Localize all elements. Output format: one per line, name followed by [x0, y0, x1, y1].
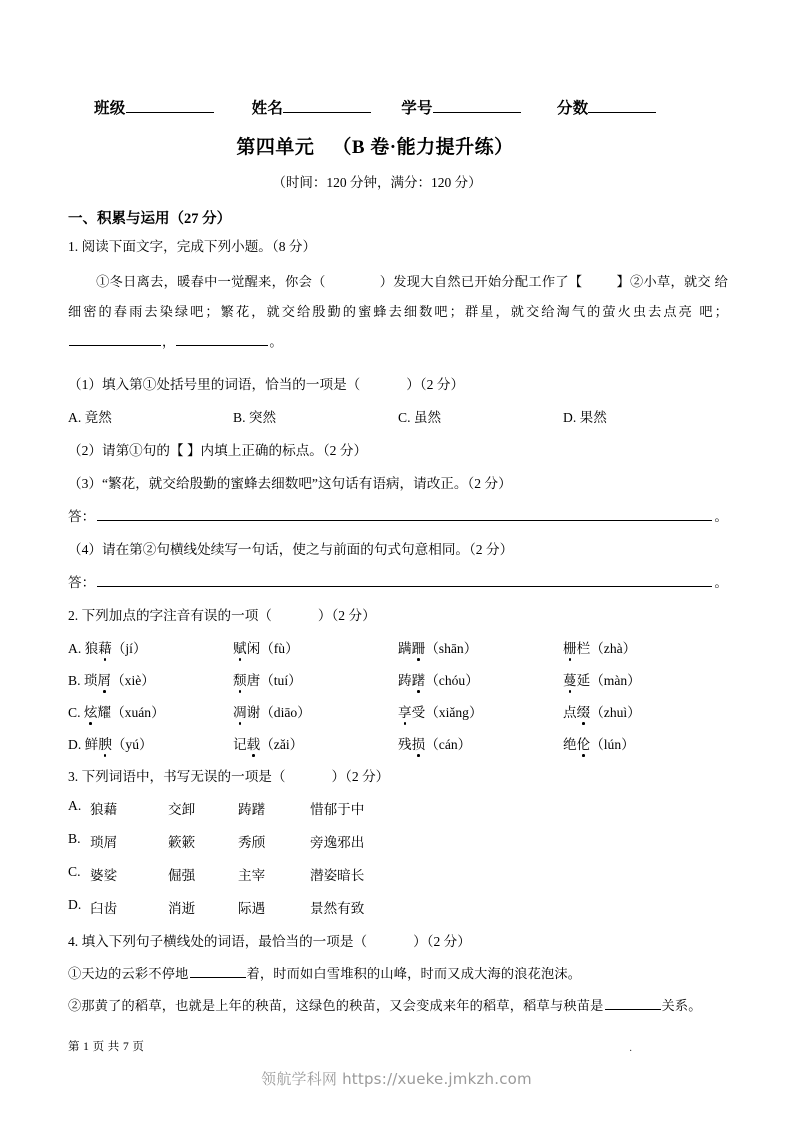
pinyin: （chóu）	[425, 672, 479, 688]
pinyin: （xuán）	[111, 704, 165, 720]
pinyin: （zhuì）	[590, 704, 641, 720]
sentence-1-a: ①天边的云彩不停地	[68, 965, 189, 981]
dotted-char: 炫	[84, 701, 98, 721]
pinyin: （xiè）	[111, 672, 155, 688]
option-lead: B.	[68, 830, 81, 846]
page-number: 第 1 页 共 7 页	[68, 1041, 145, 1053]
word-4: 景然有致	[310, 900, 365, 916]
question-3-row-b[interactable]	[68, 831, 728, 851]
word-3: 踌躇	[238, 801, 266, 817]
sentence-1-blank[interactable]	[190, 964, 246, 977]
footer-right-mark: .	[629, 1042, 632, 1054]
word-4: 惜郁于中	[310, 801, 365, 817]
dotted-char: 凋	[233, 701, 247, 721]
option-lead: A.	[68, 640, 82, 656]
word-pre: 琐	[83, 672, 98, 688]
sentence-2-blank[interactable]	[605, 996, 661, 1009]
page-title-unit: 第四单元	[236, 137, 315, 158]
word-post: 栏	[576, 640, 591, 656]
dotted-char: 赋	[233, 637, 247, 657]
option-a-item-2[interactable]	[233, 637, 398, 657]
question-1-sub-4: （4）请在第②句横线处续写一句话，使之与前面的句式句意相同。（2 分）	[68, 541, 514, 557]
dotted-char: 蔓	[563, 669, 577, 689]
word-pre: 蹒	[398, 640, 412, 656]
dotted-char: 屑	[97, 669, 111, 689]
option-d-item-4[interactable]	[563, 733, 728, 753]
word-pre: 踌	[398, 672, 412, 688]
page-title	[68, 132, 728, 159]
page-footer	[68, 1038, 728, 1054]
word-4: 潜姿暗长	[310, 867, 365, 883]
word-pre: 绝	[563, 736, 577, 752]
dotted-char: 藉	[98, 637, 112, 657]
question-1-sub-3: （3）“繁花，就交给殷勤的蜜蜂去细数吧”这句话有语病，请改正。（2 分）	[68, 475, 512, 491]
field-name-label: 姓名	[251, 100, 284, 117]
field-score-label: 分数	[556, 100, 589, 117]
word-1: 琐屑	[90, 834, 118, 850]
option-b[interactable]: B. 突然	[233, 409, 277, 425]
question-1-sub-2: （2）请第①句的【 】内填上正确的标点。（2 分）	[68, 442, 368, 458]
passage-blank-3[interactable]	[69, 332, 161, 345]
option-d[interactable]: D. 果然	[563, 409, 607, 425]
page-content	[68, 96, 728, 1027]
question-1-sub-1-options	[68, 406, 728, 426]
word-post: 闲	[246, 640, 261, 656]
question-3-stem-a: 3. 下列词语中，书写无误的一项是（	[68, 768, 286, 784]
dotted-char: 栅	[563, 637, 577, 657]
question-2-stem-b: ）（2 分）	[317, 607, 376, 623]
passage-part-c: 】②小草，就交	[616, 273, 711, 289]
word-post: 延	[576, 672, 591, 688]
dotted-char: 缀	[577, 701, 591, 721]
word-post: 唐	[246, 672, 261, 688]
pinyin: （màn）	[590, 672, 641, 688]
word-4: 旁逸邪出	[310, 834, 365, 850]
question-3-row-c[interactable]	[68, 864, 728, 884]
option-c[interactable]: C. 虽然	[398, 409, 442, 425]
word-2: 消逝	[168, 900, 196, 916]
question-2-stem	[68, 604, 728, 624]
word-1: 狼藉	[90, 801, 118, 817]
pinyin: （fù）	[260, 640, 299, 656]
dotted-char: 伦	[577, 733, 591, 753]
sub-1-text-b: ）（2 分）	[406, 376, 465, 392]
option-lead: A.	[68, 797, 82, 813]
passage-line-3a: 吧；	[699, 303, 728, 319]
field-name-rule[interactable]	[283, 97, 371, 113]
option-a-item-3[interactable]	[398, 637, 563, 657]
field-name	[252, 96, 372, 118]
passage-part-a: ①冬日离去，暖春中一觉醒来，你会（	[96, 273, 326, 289]
answer-label: 答：	[68, 574, 96, 590]
question-3-row-a[interactable]	[68, 798, 728, 818]
passage-blank-4[interactable]	[176, 332, 268, 345]
sub-1-text-a: （1）填入第①处括号里的词语，恰当的一项是（	[68, 376, 361, 392]
option-lead: C.	[68, 863, 81, 879]
passage-line-3b: ，	[162, 333, 176, 349]
option-d-item-3[interactable]	[398, 733, 563, 753]
option-d-item-2[interactable]	[233, 733, 398, 753]
dotted-char: 损	[412, 733, 426, 753]
field-class-rule[interactable]	[126, 97, 214, 113]
field-student-id	[401, 96, 521, 118]
word-2: 倔强	[168, 867, 196, 883]
answer-rule[interactable]	[97, 507, 712, 521]
word-3: 际遇	[238, 900, 266, 916]
answer-rule[interactable]	[97, 573, 712, 587]
option-d[interactable]	[68, 733, 233, 753]
word-pre: 残	[398, 736, 412, 752]
sentence-2-a: ②那黄了的稻草，也就是上年的秧苗，这绿色的秧苗，又会变成来年的稻草，稻草与秧苗是	[68, 997, 604, 1013]
option-a-item-4[interactable]	[563, 637, 728, 657]
question-3-row-d[interactable]	[68, 897, 728, 917]
question-2-row-d	[68, 733, 728, 753]
word-pre: 鲜	[84, 736, 99, 752]
option-lead: B.	[68, 672, 81, 688]
passage-part-b: ）发现大自然已开始分配工作了【	[379, 273, 583, 289]
pinyin: （jí）	[111, 640, 147, 656]
page-title-variant: （B 卷·能力提升练）	[332, 137, 514, 158]
word-post: 耀	[97, 704, 112, 720]
field-student-id-label: 学号	[401, 100, 433, 117]
question-1-passage	[68, 267, 728, 357]
pinyin: （shān）	[425, 640, 478, 656]
word-2: 簌簌	[168, 834, 196, 850]
option-c[interactable]	[68, 701, 233, 721]
dotted-char: 享	[398, 701, 412, 721]
word-3: 秀颀	[238, 834, 266, 850]
passage-line-3c: 。	[269, 333, 283, 349]
question-2-row-b	[68, 669, 728, 689]
question-1-sub-3-answer	[68, 505, 728, 525]
question-1-sub-1	[68, 373, 728, 393]
pinyin: （yú）	[111, 736, 153, 752]
answer-period: 。	[714, 508, 728, 524]
field-score	[557, 96, 657, 118]
word-1: 臼齿	[90, 900, 118, 916]
word-3: 主宰	[238, 867, 266, 883]
field-class	[94, 96, 214, 118]
question-1-sub-4-answer	[68, 571, 728, 591]
site-watermark: 领航学科网 https://xueke.jmkzh.com	[261, 1070, 532, 1088]
dotted-char: 腴	[98, 733, 112, 753]
question-4-sentence-1	[68, 963, 728, 982]
option-lead: D.	[68, 896, 82, 912]
passage-line-2: 给细密的春雨去染绿吧；繁花，就交给殷勤的蜜蜂去细数吧；群星，就交给淘气的萤火虫去点亮	[68, 273, 729, 319]
question-4-stem-a: 4. 填入下列句子横线处的词语，最恰当的一项是（	[68, 933, 368, 949]
sentence-2-b: 关系。	[661, 997, 702, 1013]
pinyin: （xiǎng）	[425, 704, 483, 720]
option-b-item-4[interactable]	[563, 669, 728, 689]
word-post: 受	[411, 704, 426, 720]
dotted-char: 载	[247, 733, 261, 753]
dotted-char: 颓	[233, 669, 247, 689]
section-heading: 一、积累与运用（27 分）	[68, 211, 232, 227]
question-4-stem-b: ）（2 分）	[413, 933, 471, 949]
question-2-row-a	[68, 637, 728, 657]
option-b-item-3[interactable]	[398, 669, 563, 689]
option-lead: C.	[68, 704, 81, 720]
pinyin: （diāo）	[260, 704, 311, 720]
option-c-item-4[interactable]	[563, 701, 728, 721]
question-2-row-c	[68, 701, 728, 721]
pinyin: （cán）	[425, 736, 472, 752]
option-b[interactable]	[68, 669, 233, 689]
option-c-item-3[interactable]	[398, 701, 563, 721]
question-4-sentence-2	[68, 995, 728, 1014]
pinyin: （tuí）	[260, 672, 302, 688]
question-3-stem-b: ）（2 分）	[331, 768, 390, 784]
pinyin: （lún）	[590, 736, 635, 752]
field-score-rule[interactable]	[588, 97, 656, 113]
pinyin: （zhà）	[590, 640, 637, 656]
field-student-id-rule[interactable]	[433, 97, 521, 113]
word-post: 谢	[246, 704, 261, 720]
option-a[interactable]: A. 竟然	[68, 409, 112, 425]
option-c-item-2[interactable]	[233, 701, 398, 721]
question-1-stem: 1. 阅读下面文字，完成下列小题。（8 分）	[68, 239, 317, 254]
answer-label: 答：	[68, 508, 96, 524]
pinyin: （zǎi）	[260, 736, 304, 752]
dotted-char: 躇	[412, 669, 426, 689]
word-pre: 记	[233, 736, 247, 752]
exam-subtitle: （时间：120 分钟，满分：120 分）	[272, 175, 482, 190]
answer-period: 。	[714, 574, 728, 590]
question-2-stem-a: 2. 下列加点的字注音有误的一项（	[68, 607, 272, 623]
word-pre: 点	[563, 704, 577, 720]
student-identity-line	[68, 96, 728, 118]
question-3-stem	[68, 765, 728, 785]
word-pre: 狼	[84, 640, 99, 656]
question-4-stem	[68, 930, 728, 950]
option-a[interactable]	[68, 637, 233, 657]
option-b-item-2[interactable]	[233, 669, 398, 689]
field-class-label: 班级	[94, 100, 126, 117]
option-lead: D.	[68, 736, 82, 752]
dotted-char: 跚	[412, 637, 426, 657]
word-1: 婆娑	[90, 867, 118, 883]
word-2: 交卸	[168, 801, 196, 817]
sentence-1-b: 着，时而如白雪堆积的山峰，时而又成大海的浪花泡沫。	[246, 965, 582, 981]
